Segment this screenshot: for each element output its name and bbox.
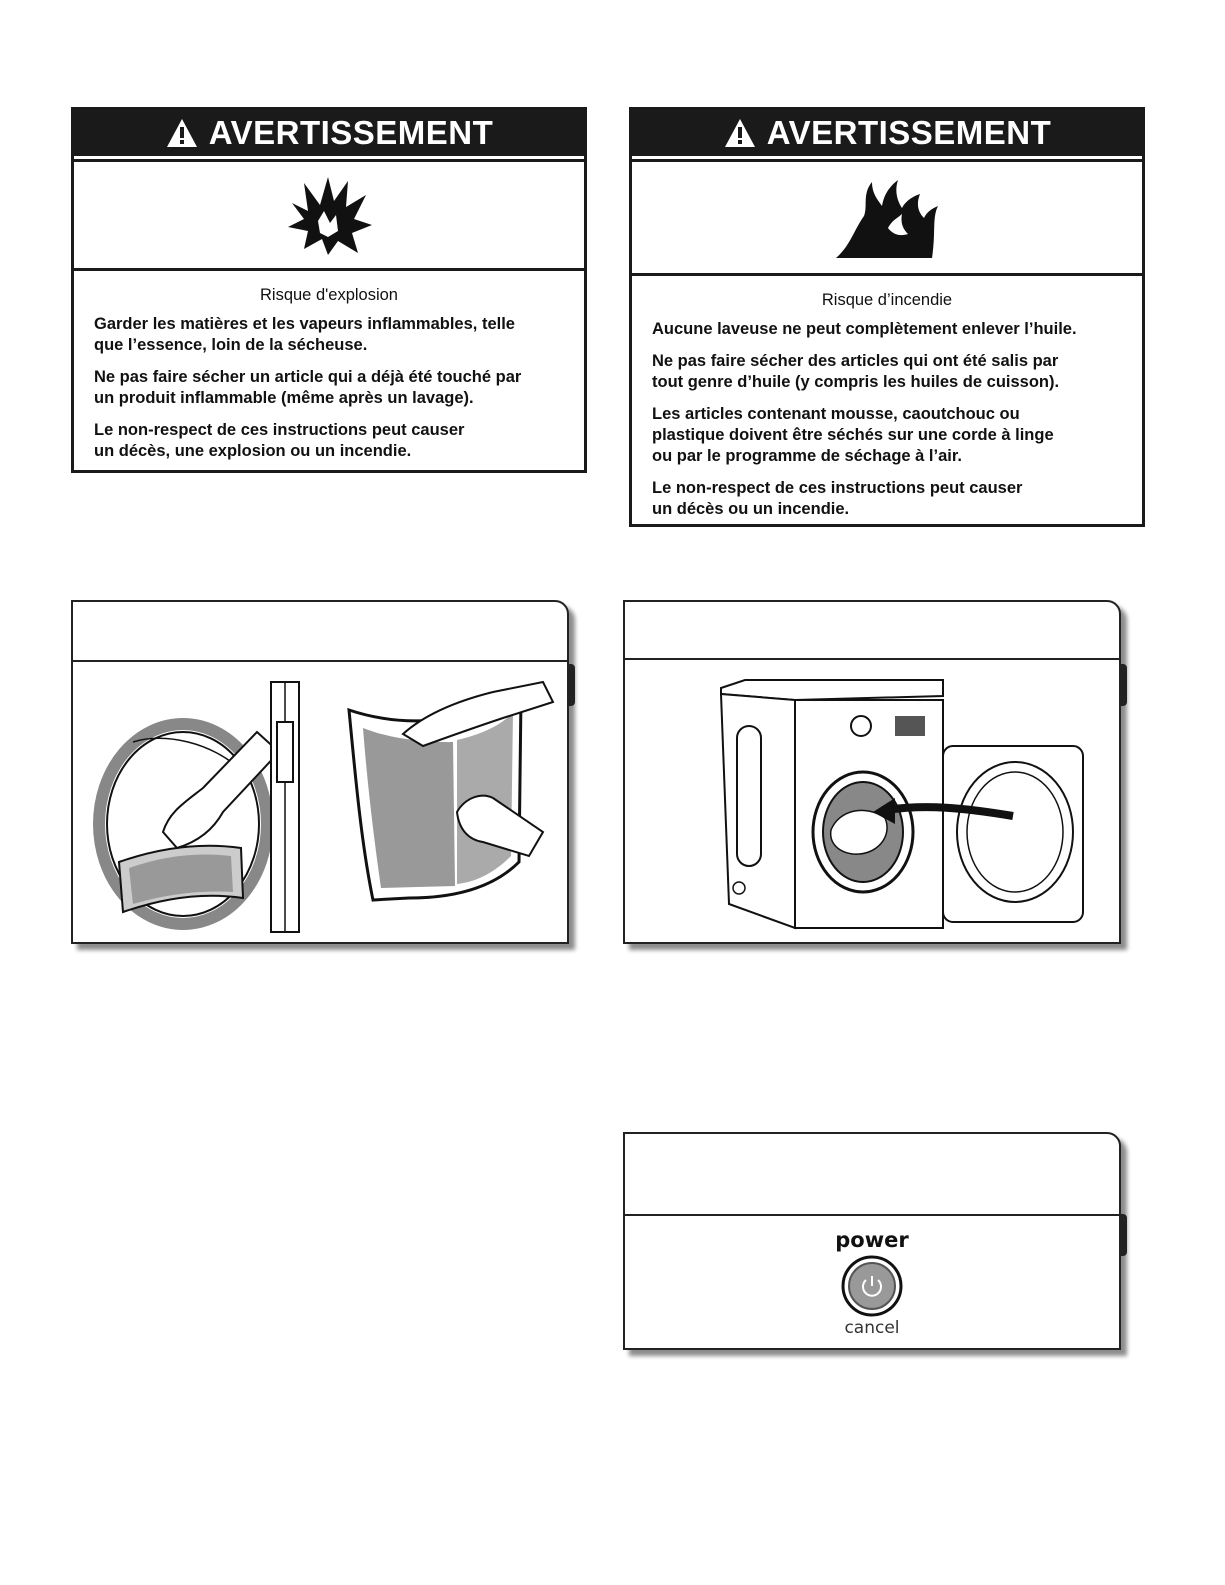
power-icon[interactable]: [840, 1254, 904, 1318]
warning-paragraph: Ne pas faire sécher des articles qui ont été salis par tout genre d’huile (y compris les huiles de cuisson).: [652, 352, 1060, 391]
panel-header: [73, 602, 567, 662]
lint-screen-panel: [71, 600, 569, 944]
panel-header: [625, 1134, 1119, 1216]
hazard-icon-box: [632, 159, 1142, 276]
warning-paragraph: Le non-respect de ces instructions peut causer un décès ou un incendie.: [652, 479, 1023, 518]
warning-title: AVERTISSEMENT: [766, 114, 1052, 151]
warning-triangle-icon: [723, 117, 757, 149]
warning-body: [74, 271, 584, 474]
explosion-icon: [284, 175, 374, 255]
cancel-label: cancel: [844, 1318, 900, 1338]
warning-explosion: [71, 107, 587, 473]
warning-paragraph: Garder les matières et les vapeurs inflammables, telle que l’essence, loin de la sécheuse.: [94, 315, 515, 354]
hazard-icon-box: [74, 159, 584, 271]
panel-tab: [1119, 664, 1127, 706]
panel-tab: [1119, 1214, 1127, 1256]
lint-screen-illustration: [73, 662, 567, 942]
risk-title: Risque d'explosion: [260, 286, 398, 304]
power-control: [625, 1216, 1119, 1338]
warning-body: [632, 276, 1142, 532]
power-panel: [623, 1132, 1121, 1350]
risk-title: Risque d’incendie: [821, 291, 953, 309]
power-label: power: [835, 1228, 909, 1252]
warning-title: AVERTISSEMENT: [208, 114, 494, 151]
warning-paragraph: Le non-respect de ces instructions peut causer un décès, une explosion ou un incendie.: [94, 421, 465, 460]
warning-fire: [629, 107, 1145, 527]
panel-tab: [567, 664, 575, 706]
warning-paragraph: Les articles contenant mousse, caoutchouc ou plastique doivent être séchés sur une corde à linge ou par le programme de séchage à l’air.: [652, 405, 1054, 465]
warning-paragraph: Ne pas faire sécher un article qui a déjà été touché par un produit inflammable (même après un lavage).: [94, 368, 522, 407]
warning-triangle-icon: [165, 117, 199, 149]
warning-header: [74, 110, 584, 156]
warning-header: [632, 110, 1142, 156]
loading-panel: [623, 600, 1121, 944]
panel-header: [625, 602, 1119, 660]
warning-paragraph: Aucune laveuse ne peut complètement enlever l’huile.: [652, 320, 1077, 338]
dryer-loading-illustration: [625, 660, 1119, 942]
fire-icon: [832, 176, 942, 260]
